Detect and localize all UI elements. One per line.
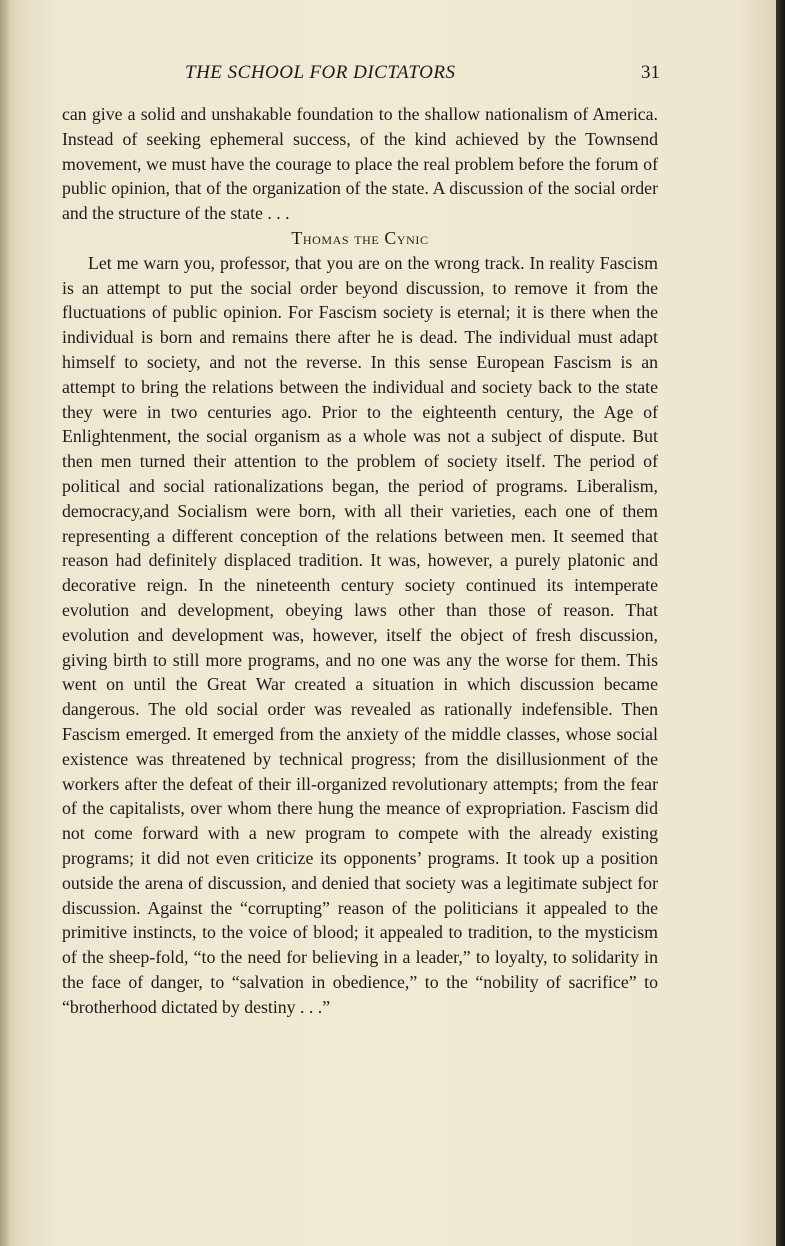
page-number: 31 [641,62,660,83]
body-text [62,102,658,1019]
paragraph-speech: Let me warn you, professor, that you are on the wrong track. In reality Fascism is an attempt to put the social order beyond discussion, to remove it from the fluctuations of public opinion. For Fascism society is eternal; it is there when the individual is born and remains there after he is dead. The individual must adapt himself to society, and not the reverse. In this sense European Fascism is an attempt to bring the relations between the individual and society back to the state they were in two centuries ago. Prior to the eighteenth century, the Age of Enlightenment, the social organism as a whole was not a subject of dispute. But then men turned their attention to the problem of society itself. The period of political and social rationalizations began, the period of programs. Liberalism, democracy,and Socialism were born, with all their varieties, each one of them representing a different conception of the relations between men. It seemed that reason had definitely displaced tradition. It was, however, a purely platonic and decorative reign. In the nineteenth century society continued its intemperate evolution and development, obeying laws other than those of reason. That evolution and development was, however, itself the object of fresh discussion, giving birth to still more programs, and no one was any the worse for them. This went on until the Great War created a situation in which discussion became dangerous. The old social order was revealed as rationally indefensible. Then Fascism emerged. It emerged from the anxiety of the middle classes, whose social existence was threatened by technical progress; from the disillusionment of the workers after the defeat of their ill-organized revolutionary attempts; from the fear of the capitalists, over whom there hung the meance of expropriation. Fascism did not come forward with a new program to compete with the already existing programs; it did not even criticize its opponents’ programs. It took up a position outside the arena of discussion, and denied that society was a legitimate subject for discussion. Against the “corrupting” reason of the politicians it appealed to the primitive instincts, to the voice of blood; it appealed to tradition, to the mysticism of the sheep-fold, “to the need for believing in a leader,” to loyalty, to solidarity in the face of danger, to “salvation in obedience,” to the “nobility of sacrifice” to “brotherhood dictated by destiny . . .” [62,252,658,1017]
running-title: THE SCHOOL FOR DICTATORS [185,62,456,83]
page-header [60,58,660,88]
page-edge [776,0,785,1246]
paragraph-continued: can give a solid and unshakable foundation to the shallow nationalism of America. Instead of seeking ephemeral success, of the kind achieved by the Townsend movement, we must have the courage to place the real problem before the forum of public opinion, that of the organization of the state. A discussion of the social order and the structure of the state . . . [62,104,658,224]
spine-shadow [0,0,10,1246]
speaker-heading: Thomas the Cynic [291,227,429,248]
